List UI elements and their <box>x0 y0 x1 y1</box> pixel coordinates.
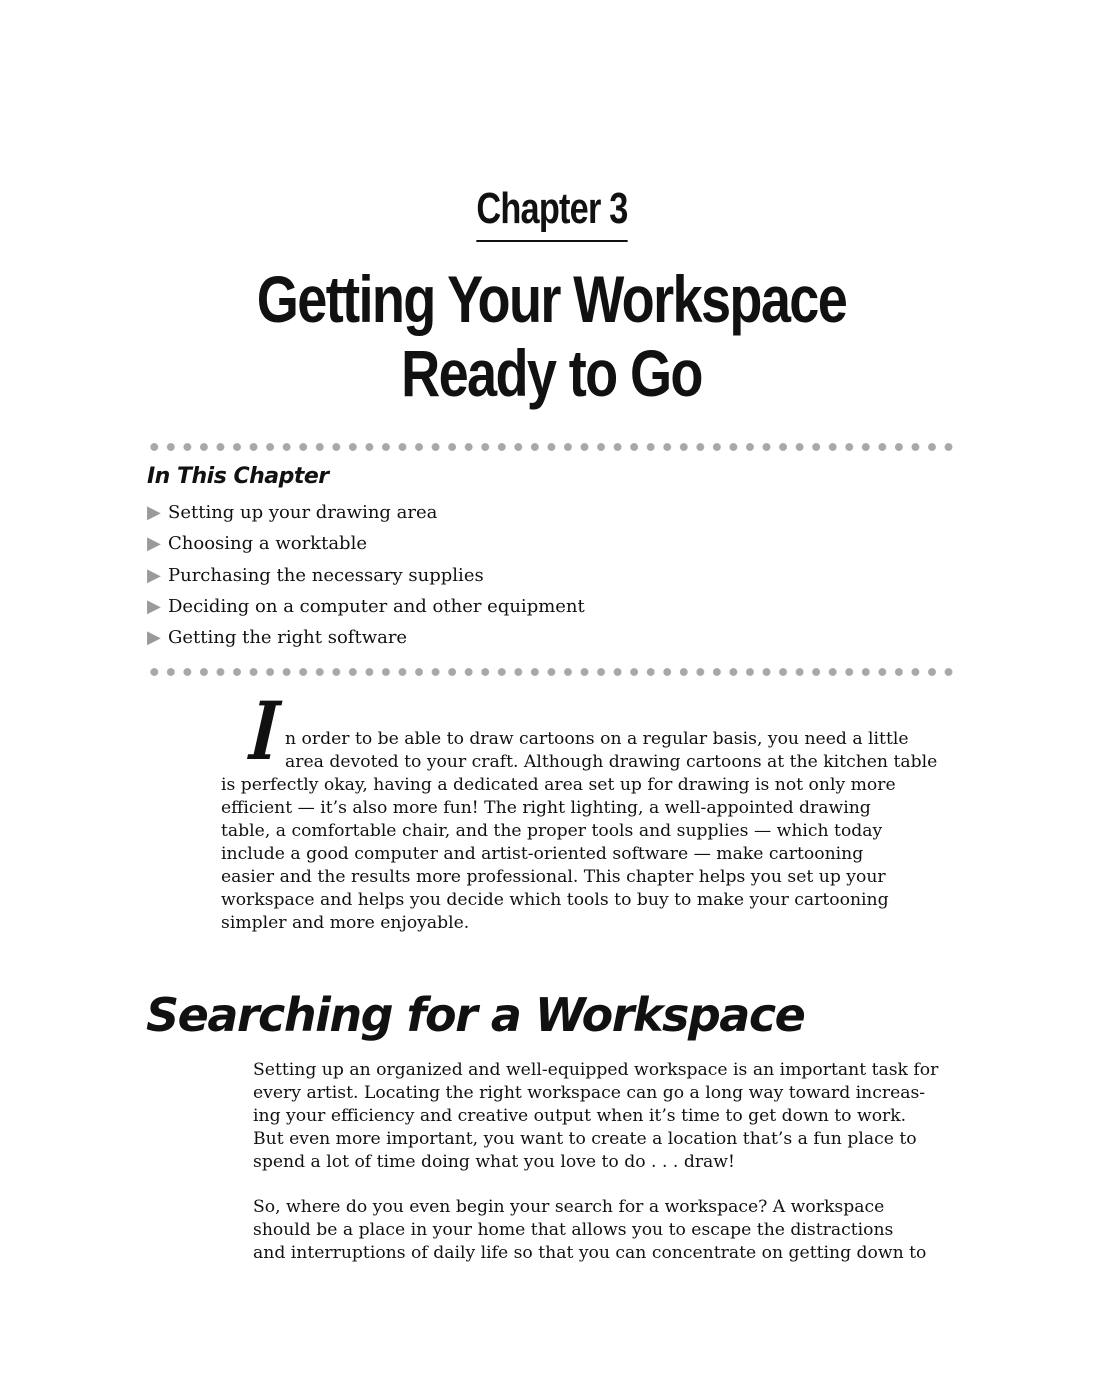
chapter-number: Chapter 3 <box>476 180 627 242</box>
paragraph-line: and interruptions of daily life so that you can concentrate on getting down to <box>253 1243 927 1263</box>
chapter-title-line-1: Getting Your Workspace <box>256 262 847 336</box>
triangle-bullet-icon: ▶ <box>147 533 161 555</box>
intro-paragraph <box>221 684 957 935</box>
list-item <box>147 531 585 562</box>
chapter-label <box>0 180 1103 242</box>
intro-line: workspace and helps you decide which tools to buy to make your cartooning <box>221 890 889 910</box>
section-heading: Searching for a Workspace <box>146 988 805 1042</box>
in-this-chapter-list <box>147 500 585 656</box>
list-item <box>147 500 585 531</box>
chapter-title-line-2: Ready to Go <box>401 336 702 410</box>
dotted-divider-top <box>146 442 956 452</box>
list-item <box>147 625 585 656</box>
section-paragraph-1 <box>253 1059 958 1174</box>
intro-line: area devoted to your craft. Although drawing cartoons at the kitchen table <box>285 752 938 772</box>
intro-line: efficient — it’s also more fun! The right lighting, a well-appointed drawing <box>221 798 871 818</box>
intro-line: easier and the results more professional. This chapter helps you set up your <box>221 867 886 887</box>
paragraph-line: every artist. Locating the right workspace can go a long way toward increas- <box>253 1083 926 1103</box>
triangle-bullet-icon: ▶ <box>147 502 161 523</box>
intro-line: is perfectly okay, having a dedicated area set up for drawing is not only more <box>221 775 896 795</box>
paragraph-line: Setting up an organized and well-equipped workspace is an important task for <box>253 1060 939 1080</box>
list-item-text: Getting the right software <box>168 627 408 649</box>
intro-line: include a good computer and artist-oriented software — make cartooning <box>221 844 864 864</box>
list-item <box>147 563 585 594</box>
dotted-divider-bottom <box>146 667 956 677</box>
triangle-bullet-icon: ▶ <box>147 595 161 617</box>
paragraph-line: ing your efficiency and creative output when it’s time to get down to work. <box>253 1106 907 1126</box>
paragraph-line: spend a lot of time doing what you love to do . . . draw! <box>253 1152 735 1172</box>
list-item-text: Deciding on a computer and other equipment <box>168 595 585 617</box>
list-item-text: Purchasing the necessary supplies <box>168 564 484 586</box>
list-item-text: Setting up your drawing area <box>168 502 438 523</box>
paragraph-line: But even more important, you want to create a location that’s a fun place to <box>253 1129 917 1149</box>
intro-line: table, a comfortable chair, and the proper tools and supplies — which today <box>221 821 883 841</box>
chapter-title <box>0 262 1103 410</box>
triangle-bullet-icon: ▶ <box>147 564 161 586</box>
triangle-bullet-icon: ▶ <box>147 627 161 649</box>
paragraph-line: should be a place in your home that allows you to escape the distractions <box>253 1220 894 1240</box>
drop-cap: I <box>246 684 283 778</box>
paragraph-line: So, where do you even begin your search for a workspace? A workspace <box>253 1197 885 1217</box>
list-item <box>147 594 585 625</box>
section-paragraph-2 <box>253 1196 958 1265</box>
intro-line: n order to be able to draw cartoons on a regular basis, you need a little <box>285 729 909 749</box>
intro-line: simpler and more enjoyable. <box>221 913 470 933</box>
in-this-chapter-heading: In This Chapter <box>147 464 329 489</box>
list-item-text: Choosing a worktable <box>168 533 367 555</box>
